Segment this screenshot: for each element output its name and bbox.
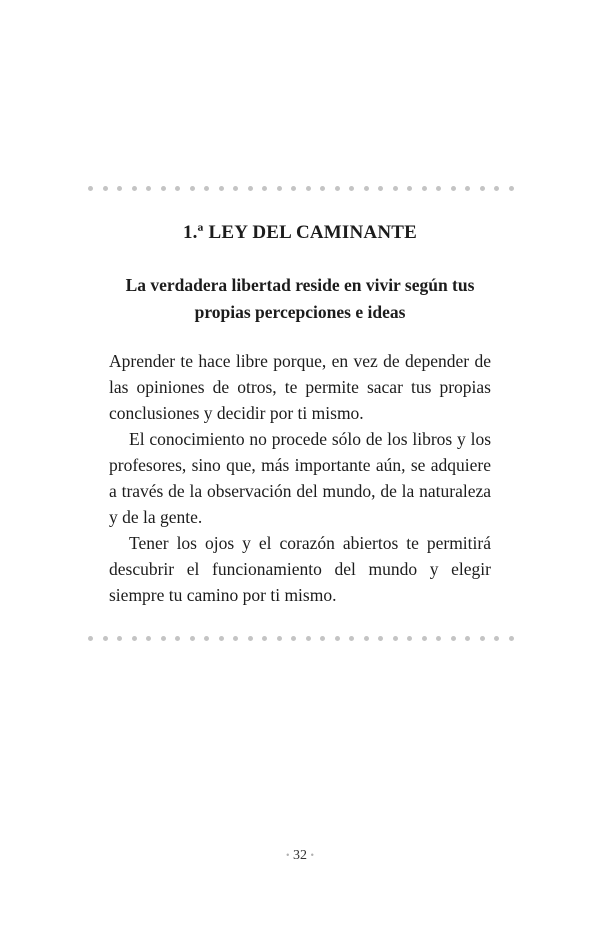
divider-dot <box>509 186 514 191</box>
divider-dot <box>262 186 267 191</box>
divider-dot <box>277 636 282 641</box>
divider-dot <box>335 186 340 191</box>
divider-dot <box>219 186 224 191</box>
divider-dot <box>349 636 354 641</box>
divider-dot <box>291 636 296 641</box>
divider-dot <box>117 186 122 191</box>
divider-dot <box>436 636 441 641</box>
divider-dot <box>494 636 499 641</box>
divider-dot <box>407 636 412 641</box>
divider-dot <box>175 186 180 191</box>
divider-dot <box>219 636 224 641</box>
divider-dot <box>320 636 325 641</box>
body-text <box>109 348 491 608</box>
divider-dot <box>190 636 195 641</box>
divider-dot <box>204 636 209 641</box>
divider-dot <box>422 636 427 641</box>
divider-dot <box>132 186 137 191</box>
law-subtitle: La verdadera libertad reside en vivir según tus propias percepciones e ideas <box>125 275 475 322</box>
divider-dot <box>320 186 325 191</box>
divider-dot <box>364 636 369 641</box>
divider-dot <box>88 186 93 191</box>
divider-dot <box>422 186 427 191</box>
divider-dot <box>436 186 441 191</box>
divider-dot <box>480 636 485 641</box>
divider-dot <box>262 636 267 641</box>
divider-dot <box>378 186 383 191</box>
divider-dot <box>161 186 166 191</box>
divider-dot <box>393 186 398 191</box>
divider-dot <box>248 636 253 641</box>
paragraph-3: Tener los ojos y el corazón abiertos te permitirá descubrir el funcionamiento del mundo y elegir siempre tu camino por ti mismo. <box>109 533 491 605</box>
divider-dot <box>407 186 412 191</box>
divider-dot <box>132 636 137 641</box>
divider-dot <box>291 186 296 191</box>
divider-dot <box>378 636 383 641</box>
divider-dot <box>103 636 108 641</box>
divider-dot <box>146 636 151 641</box>
divider-dot <box>190 186 195 191</box>
divider-dot <box>393 636 398 641</box>
divider-dot <box>146 186 151 191</box>
divider-dot <box>509 636 514 641</box>
divider-dot <box>306 636 311 641</box>
law-title: 1.ª LEY DEL CAMINANTE <box>182 222 418 243</box>
top-dotted-divider <box>88 185 514 191</box>
divider-dot <box>103 186 108 191</box>
page-number-right-dot: • <box>310 850 315 862</box>
divider-dot <box>248 186 253 191</box>
divider-dot <box>465 636 470 641</box>
divider-dot <box>451 636 456 641</box>
paragraph-1: Aprender te hace libre porque, en vez de depender de las opiniones de otros, te permite sacar tus propias conclusiones y decidir por ti mismo. <box>109 351 491 423</box>
divider-dot <box>349 186 354 191</box>
page-number-left-dot: • <box>285 850 290 862</box>
page-number-value: 32 <box>293 848 307 863</box>
divider-dot <box>494 186 499 191</box>
divider-dot <box>161 636 166 641</box>
divider-dot <box>465 186 470 191</box>
divider-dot <box>117 636 122 641</box>
divider-dot <box>175 636 180 641</box>
bottom-dotted-divider <box>88 635 514 641</box>
divider-dot <box>364 186 369 191</box>
divider-dot <box>233 186 238 191</box>
divider-dot <box>277 186 282 191</box>
divider-dot <box>480 186 485 191</box>
divider-dot <box>335 636 340 641</box>
divider-dot <box>204 186 209 191</box>
divider-dot <box>306 186 311 191</box>
divider-dot <box>451 186 456 191</box>
divider-dot <box>233 636 238 641</box>
divider-dot <box>88 636 93 641</box>
page-number <box>0 848 600 864</box>
paragraph-2: El conocimiento no procede sólo de los libros y los profesores, sino que, más importante aún, se adquiere a través de la observación del mundo, de la naturaleza y de la gente. <box>109 429 491 527</box>
